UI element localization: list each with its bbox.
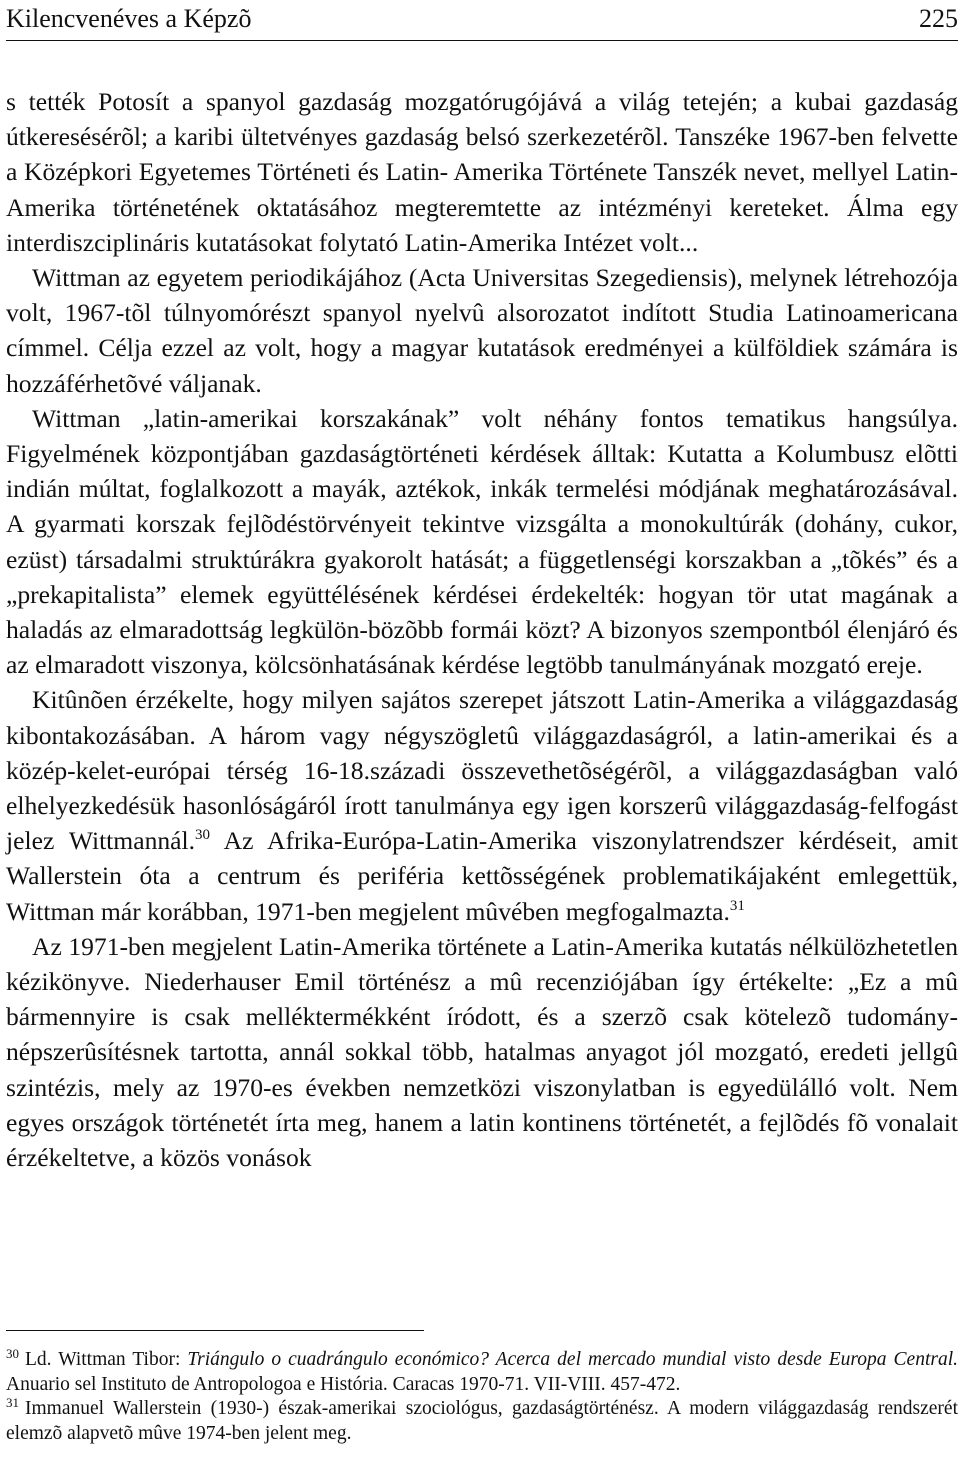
page [6,0,958,1483]
paragraph-3: Wittman „latin-amerikai korszakának” volt néhány fontos tematikus hangsúlya. Figyelmének központjában gazdaságtörténeti kérdések álltak: Kutatta a Kolumbusz elõtti indián múltat, foglalkozott a mayák, aztékok, inkák termelési módjának meghatározásával. A gyarmati korszak fejlõdéstörvényeit tekintve vizsgálta a monokultúrák (dohány, cukor, ezüst) társadalmi struktúrákra gyakorolt hatását; a függetlenségi korszakban a „tõkés” és a „prekapitalista” elemek együttélésének kérdései érdekelték: hogyan tör utat magának a haladás az elmaradottság legkülön-bözõbb formái közt? A bizonyos szempontból élenjáró és az elmaradott viszonya, kölcsönhatásának kérdése legtöbb tanulmányának mozgató ereje. [6,403,958,680]
footnote-30-title: Triángulo o cuadrángulo económico? Acerca del mercado mundial visto desde Europa Central. [187,1349,958,1370]
running-title: Kilencvenéves a Képzõ [6,4,252,33]
footnotes [6,1348,958,1446]
footnote-30-post: Anuario sel Instituto de Antropologoa e História. Caracas 1970-71. VII-VIII. 457-472. [6,1373,681,1395]
footnote-separator [6,1330,424,1331]
footnote-31 [6,1397,958,1446]
paragraph-4 [6,682,958,928]
footnote-30-pre: Ld. Wittman Tibor: [25,1349,188,1370]
footnote-mark-30: 30 [6,1346,19,1361]
footnote-ref-30[interactable]: 30 [195,827,211,844]
body-text [6,84,958,1175]
header-rule [6,40,958,41]
paragraph-4-part-b: Az Afrika-Európa-Latin-Amerika viszonylatrendszer kérdéseit, amit Wallerstein óta a centrum és periféria kettõsségének problematikájaként emlegettük, Wittman már korábban, 1971-ben megjelent mûvében megfogalmazta. [6,826,958,926]
paragraph-4-part-a: Kitûnõen érzékelte, hogy milyen sajátos szerepet játszott Latin-Amerika a világgazdaság kibontakozásában. A három vagy négyszögletû világgazdaságról, a latin-amerikai és a közép-kelet-európai térség 16-18.századi összevethetõségérõl, a világgazdaságban való elhelyezkedésük hasonlóságáról írott tanulmánya egy igen korszerû világgazdaság-felfogást jelez Wittmannál. [6,685,958,856]
footnote-31-text: Immanuel Wallerstein (1930-) észak-amerikai szociológus, gazdaságtörténész. A modern világgazdaság rendszerét elemzõ alapvetõ mûve 1974-ben jelent meg. [6,1398,958,1444]
running-header [6,4,958,34]
page-number: 225 [919,4,958,33]
footnote-30 [6,1348,958,1397]
footnote-ref-31[interactable]: 31 [729,897,745,914]
paragraph-5: Az 1971-ben megjelent Latin-Amerika története a Latin-Amerika kutatás nélkülözhetetlen kézikönyve. Niederhauser Emil történész a mû recenziójában így értékelte: „Ez a mû bármennyire is csak melléktermékként íródott, és a szerzõ csak kötelezõ tudomány-népszerûsítésnek tartotta, annál sokkal több, hatalmas anyagot jól mozgató, eredeti jellgû szintézis, mely az 1970-es években nemzetközi viszonylatban is egyedülálló volt. Nem egyes országok történetét írta meg, hanem a latin kontinens történetét, a fejlõdés fõ vonalait érzékeltetve, a közös vonások [6,931,958,1173]
footnote-mark-31: 31 [6,1395,19,1410]
paragraph-1: s tették Potosít a spanyol gazdaság mozgatórugójává a világ tetején; a kubai gazdaság útkeresésérõl; a karibi ültetvényes gazdaság belsó szerkezetérõl. Tanszéke 1967-ben felvette a Középkori Egyetemes Történeti és Latin- Amerika Története Tanszék nevet, mellyel Latin-Amerika történetének oktatásához megteremtette az intézményi kereteket. Álma egy interdiszciplináris kutatásokat folytató Latin-Amerika Intézet volt... [6,87,958,257]
paragraph-2: Wittman az egyetem periodikájához (Acta Universitas Szegediensis), melynek létrehozója volt, 1967-tõl túlnyomórészt spanyol nyelvû alsorozatot indított Studia Latinoamericana címmel. Célja ezzel az volt, hogy a magyar kutatások eredményei a külföldiek számára is hozzáférhetõvé váljanak. [6,263,958,398]
